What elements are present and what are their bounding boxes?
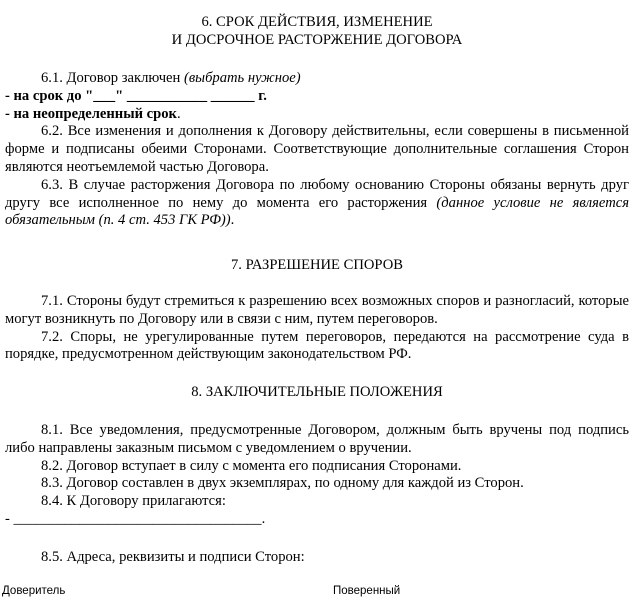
section-6-body — [5, 70, 629, 230]
signature-right-label: Поверенный — [333, 585, 401, 597]
section-6-title-line2: И ДОСРОЧНОЕ РАСТОРЖЕНИЕ ДОГОВОРА — [171, 32, 463, 48]
clause-6-1 — [5, 70, 629, 88]
clause-6-3 — [5, 177, 629, 230]
clause-6-3-note: (данное условие не является обязательным (п. 4 ст. 453 ГК РФ)) — [5, 194, 629, 229]
clause-8-4: 8.4. К Договору прилагаются: — [41, 493, 226, 510]
clause-8-2: 8.2. Договор вступает в силу с момента его подписания Сторонами. — [41, 457, 462, 474]
clause-7-1: 7.1. Стороны будут стремиться к разрешению всех возможных споров и разногласий, которые могут возникнуть по Договору или в связи с ним, путем переговоров. — [5, 293, 629, 327]
clause-8-3: 8.3. Договор составлен в двух экземплярах, по одному для каждой из Сторон. — [41, 475, 524, 492]
clause-6-3-end: . — [230, 212, 235, 229]
section-6 — [5, 13, 629, 49]
section-8-title: 8. ЗАКЛЮЧИТЕЛЬНЫЕ ПОЛОЖЕНИЯ — [191, 384, 443, 400]
section-8-body — [5, 422, 629, 529]
clause-8-5: 8.5. Адреса, реквизиты и подписи Сторон: — [41, 549, 305, 565]
signature-left-label: Доверитель — [2, 585, 66, 597]
clause-7-2: 7.2. Споры, не урегулированные путем переговоров, передаются на рассмотрение суда в порядке, предусмотренном действующим законодательством РФ. — [5, 328, 629, 363]
term-option-indefinite-text: - на неопределенный срок — [5, 105, 177, 122]
term-option-indefinite — [5, 106, 629, 124]
term-option-indefinite-suffix: . — [176, 105, 181, 122]
section-7-title: 7. РАЗРЕШЕНИЕ СПОРОВ — [230, 257, 404, 273]
clause-8-1: 8.1. Все уведомления, предусмотренные Договором, должным быть вручены под подпись либо направлены заказным письмом с уведомлением о вручении. — [5, 422, 629, 456]
clause-8-5-wrap — [5, 549, 629, 567]
section-7-body — [5, 293, 629, 364]
clause-6-1-note: (выбрать нужное) — [183, 70, 301, 86]
section-8 — [5, 383, 629, 401]
attachment-line: - __________________________________. — [5, 510, 266, 527]
clause-6-3-text: 6.3. В случае расторжения Договора по любому основанию Стороны обязаны вернуть друг другу все исполненное по нему до момента его расторжения — [5, 176, 629, 211]
section-6-title-line1: 6. СРОК ДЕЙСТВИЯ, ИЗМЕНЕНИЕ — [201, 14, 433, 30]
clause-6-1-text: 6.1. Договор заключен — [41, 70, 184, 86]
clause-6-2: 6.2. Все изменения и дополнения к Договору действительны, если совершены в письменной форме и подписаны обеими Сторонами. Соответствующие дополнительные соглашения Сторон являются неотъемлемой частью Договора. — [5, 123, 629, 175]
term-option-fixed: - на срок до "___" ___________ ______ г. — [5, 87, 267, 104]
section-7 — [5, 256, 629, 274]
